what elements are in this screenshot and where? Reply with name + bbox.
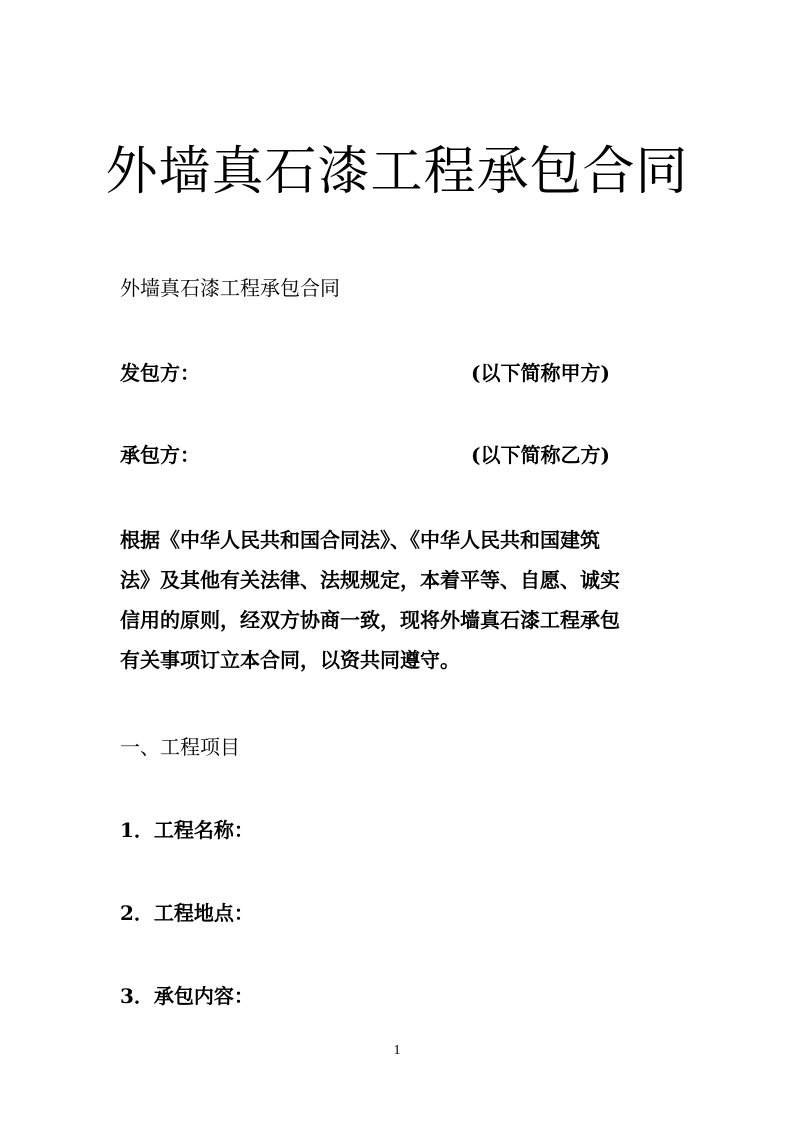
item-label: 工程地点：	[153, 901, 254, 925]
party-b-note: (以下简称乙方)	[471, 443, 610, 467]
item-number: 1．	[120, 818, 154, 842]
item-label: 工程名称：	[153, 818, 254, 842]
item-contract-scope	[120, 982, 254, 1010]
item-label: 承包内容：	[153, 984, 254, 1008]
item-project-name	[120, 816, 254, 844]
party-b-label: 承包方：	[120, 443, 200, 467]
preamble-paragraph	[120, 520, 665, 680]
document-subtitle: 外墙真石漆工程承包合同	[120, 276, 340, 300]
item-number: 3．	[120, 984, 154, 1008]
preamble-line: 根据《中华人民共和国合同法》、《中华人民共和国建筑	[120, 528, 600, 552]
document-title: 外墙真石漆工程承包合同	[105, 142, 689, 202]
preamble-line: 有关事项订立本合同，以资共同遵守。	[120, 648, 460, 672]
item-number: 2．	[120, 901, 154, 925]
preamble-line: 法》及其他有关法律、法规规定，本着平等、自愿、诚实	[120, 568, 620, 592]
preamble-line: 信用的原则，经双方协商一致，现将外墙真石漆工程承包	[120, 608, 620, 632]
page-number: 1	[393, 1043, 401, 1058]
item-project-location	[120, 899, 254, 927]
section-heading: 一、工程项目	[120, 735, 240, 759]
party-a-label: 发包方：	[120, 361, 200, 385]
party-a-note: (以下简称甲方)	[471, 361, 610, 385]
